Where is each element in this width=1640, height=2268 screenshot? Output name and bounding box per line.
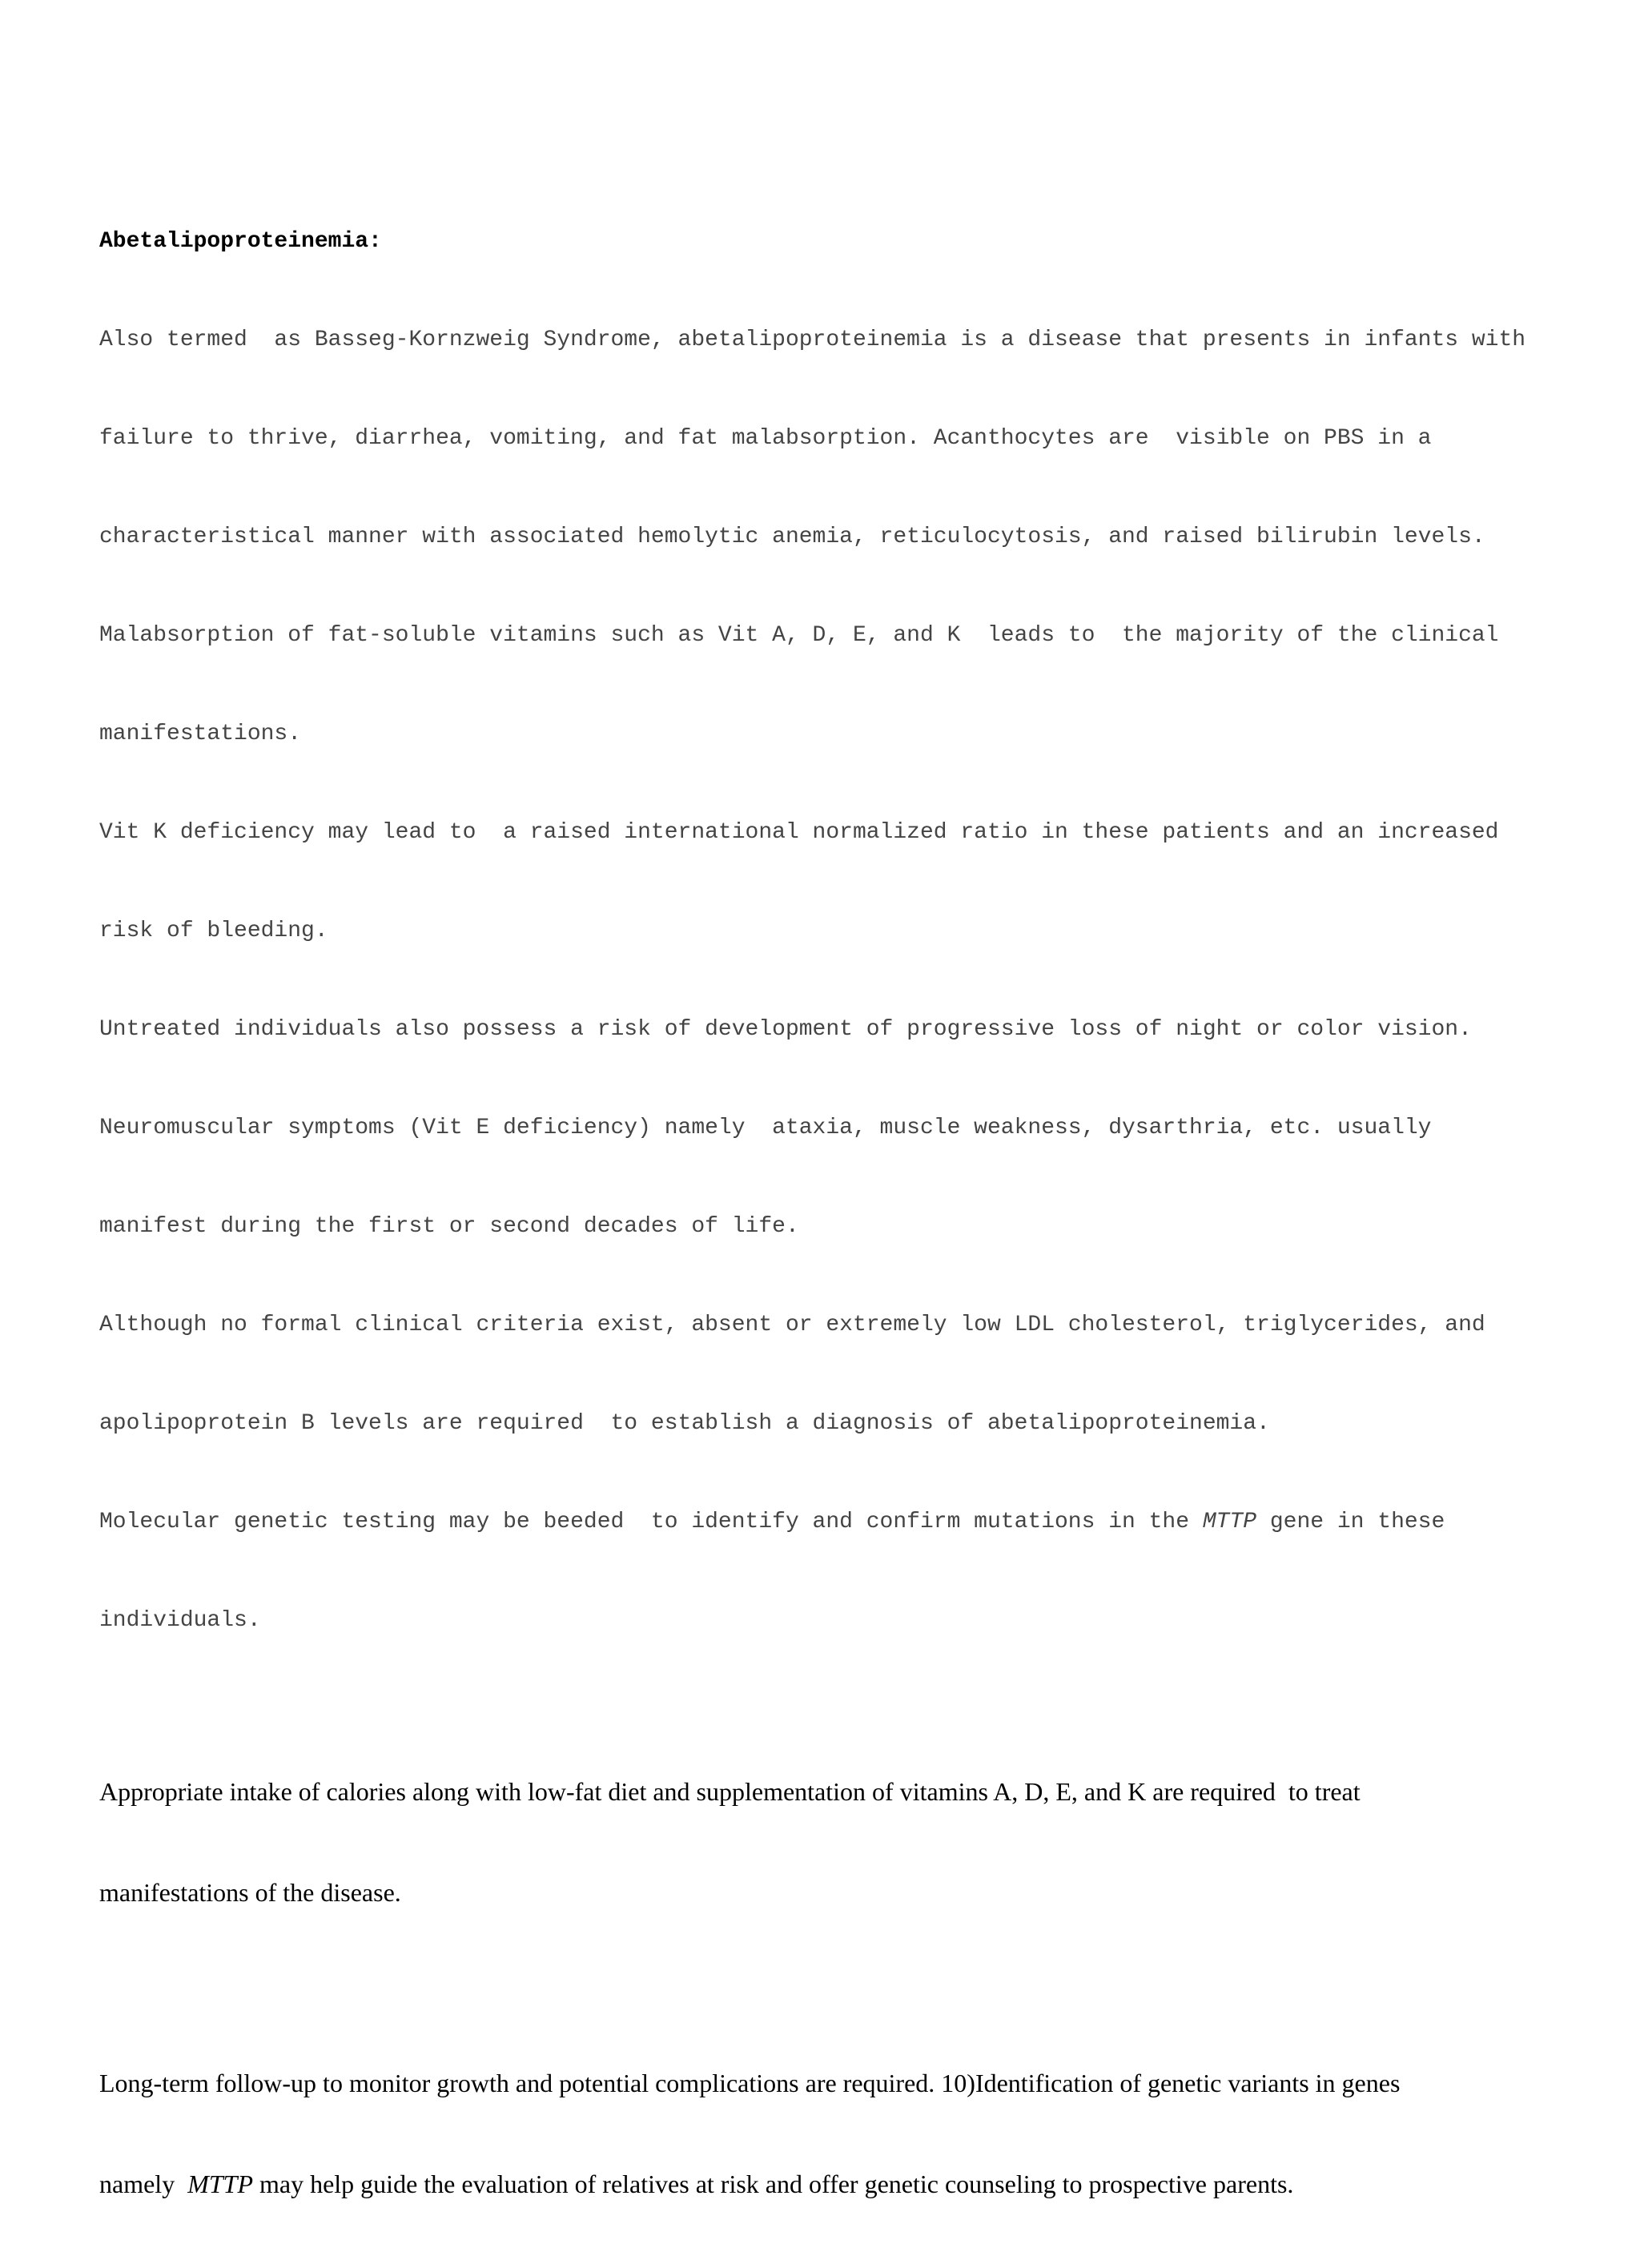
molecular-text-after: gene in these <box>1256 1510 1445 1534</box>
followup-line <box>99 2167 1605 2201</box>
text-line: risk of bleeding. <box>99 919 328 943</box>
treatment-paragraph <box>99 1707 1605 1976</box>
molecular-text-before: Molecular genetic testing may be beeded to identify and confirm mutations in the <box>99 1510 1203 1534</box>
text-line: characteristical manner with associated hemolytic anemia, reticulocytosis, and raised bilirubin levels. <box>99 525 1485 549</box>
text-line: Malabsorption of fat-soluble vitamins such as Vit A, D, E, and K leads to the majority of the clinical <box>99 623 1499 648</box>
text-line: Untreated individuals also possess a risk of development of progressive loss of night or color vision. <box>99 1017 1472 1042</box>
followup-text-after: may help guide the evaluation of relatives at risk and offer genetic counseling to prospective parents. <box>252 2169 1294 2198</box>
text-line: Also termed as Basseg-Kornzweig Syndrome, abetalipoproteinemia is a disease that presents in infants with <box>99 328 1526 352</box>
treatment-line: manifestations of the disease. <box>99 1878 401 1907</box>
text-line: manifest during the first or second decades of life. <box>99 1214 799 1239</box>
text-line: manifestations. <box>99 722 302 746</box>
document-content <box>99 225 1605 2268</box>
text-line: failure to thrive, diarrhea, vomiting, and fat malabsorption. Acanthocytes are visible on PBS in a <box>99 426 1432 451</box>
section-heading: Abetalipoproteinemia: <box>99 229 382 254</box>
text-line: Although no formal clinical criteria exist, absent or extremely low LDL cholesterol, triglycerides, and <box>99 1313 1485 1337</box>
text-line: apolipoprotein B levels are required to establish a diagnosis of abetalipoproteinemia. <box>99 1411 1270 1436</box>
gene-name: MTTP <box>1202 1510 1257 1534</box>
followup-line: Long-term follow-up to monitor growth and potential complications are required. 10)Identification of genetic variants in genes <box>99 2069 1401 2097</box>
text-line: Neuromuscular symptoms (Vit E deficiency) namely ataxia, muscle weakness, dysarthria, etc. usually <box>99 1116 1432 1140</box>
gene-name: MTTP <box>187 2169 253 2198</box>
followup-paragraph <box>99 1999 1605 2268</box>
molecular-testing-line <box>99 1506 1605 1538</box>
description-block <box>99 258 1605 1703</box>
text-line: Vit K deficiency may lead to a raised international normalized ratio in these patients and an increased <box>99 820 1499 845</box>
followup-text-before: namely <box>99 2169 188 2198</box>
treatment-line: Appropriate intake of calories along with low-fat diet and supplementation of vitamins A, D, E, and K are required to treat <box>99 1777 1361 1806</box>
text-line: individuals. <box>99 1608 261 1633</box>
